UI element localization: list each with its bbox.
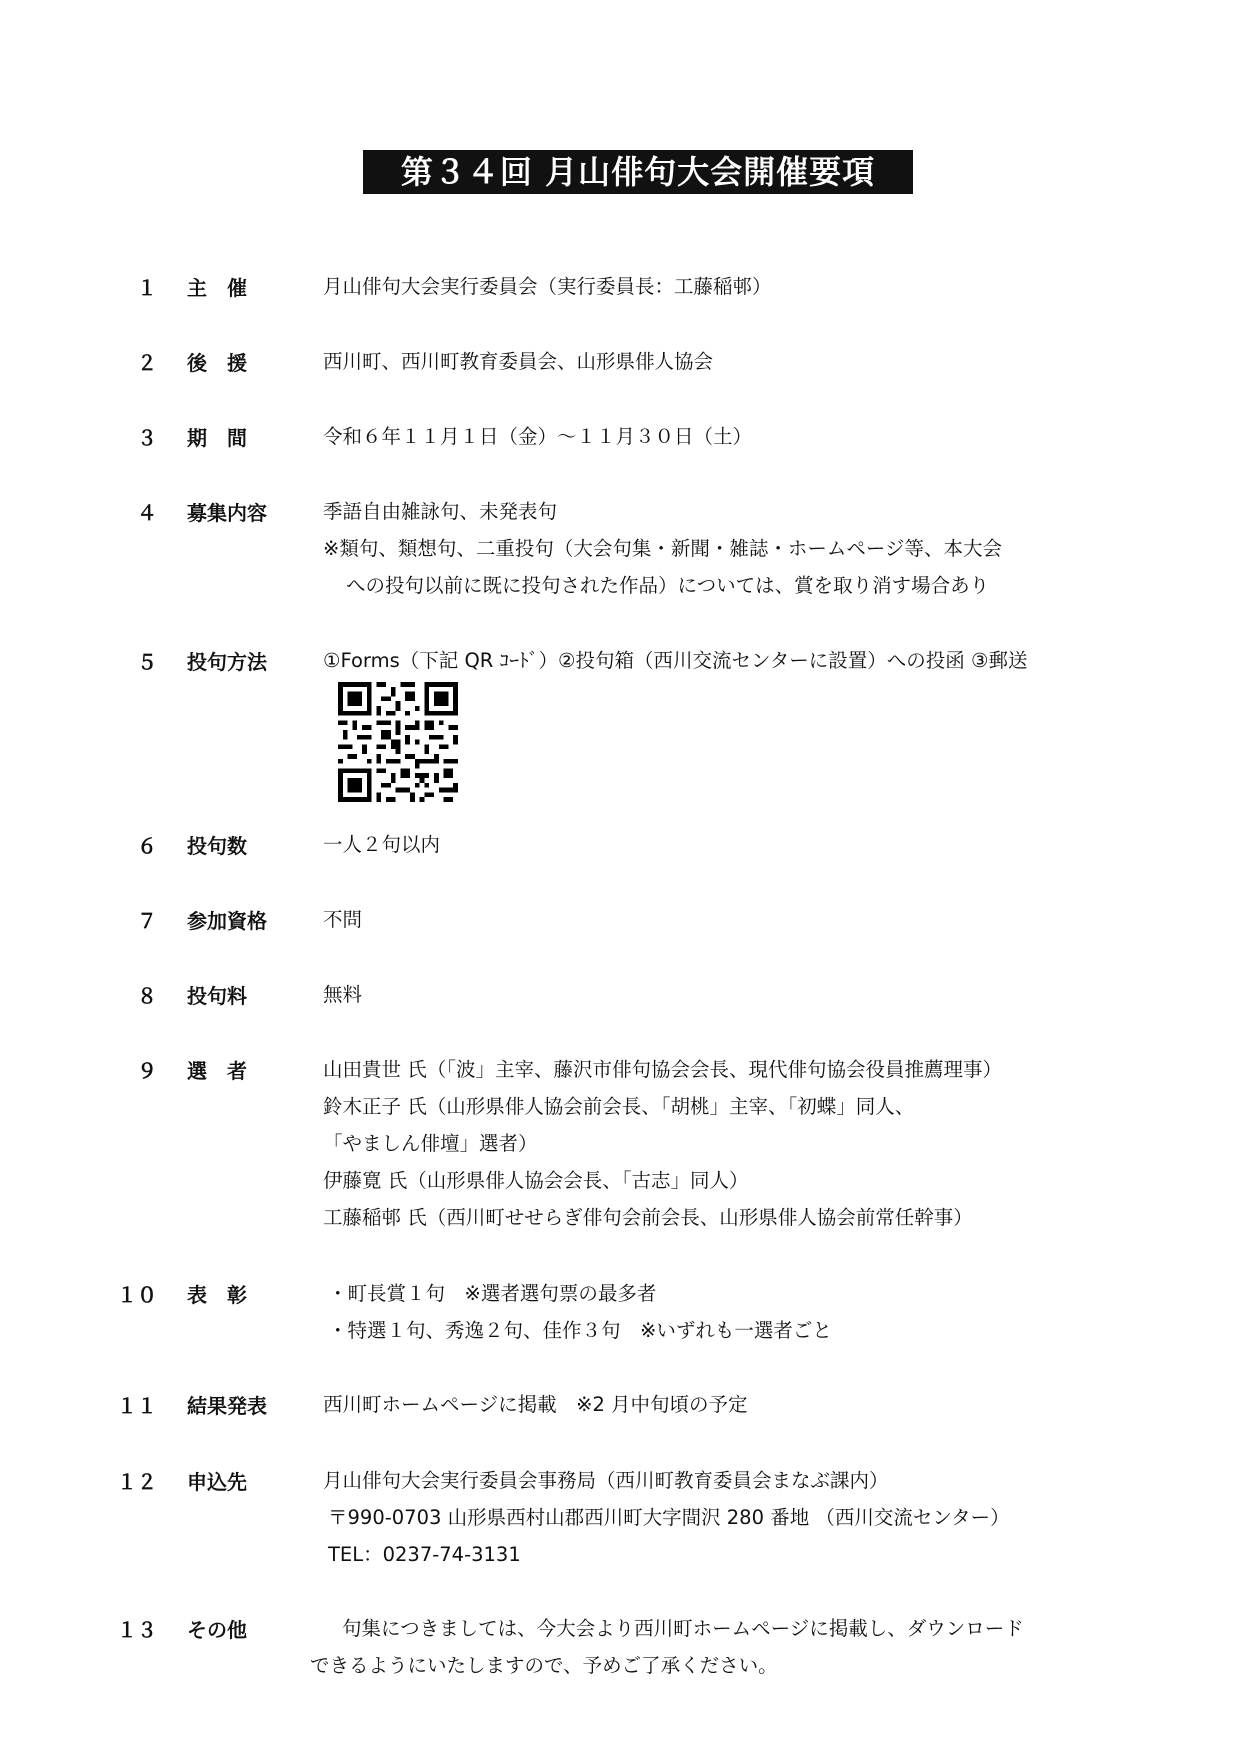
section-value: 西川町、西川町教育委員会、山形県俳人協会 [323, 350, 714, 373]
section-value: 不問 [323, 908, 363, 931]
section-value: 〒990-0703 山形県西村山郡西川町大字間沢 280 番地 （西川交流センター） [328, 1506, 1010, 1529]
section-value: ・特選１句、秀逸２句、佳作３句 ※いずれも一選者ごと [328, 1319, 832, 1342]
section-label: 期 間 [187, 426, 247, 450]
section-label: 表 彰 [187, 1283, 247, 1307]
section-value: 月山俳句大会実行委員会（実行委員長：工藤稲邨） [323, 275, 772, 298]
section-label: 投句数 [187, 834, 247, 858]
section-value: TEL：0237-74-3131 [328, 1543, 521, 1566]
section-value: 一人２句以内 [323, 833, 441, 856]
section-value: できるようにいたしますので、予めご了承ください。 [310, 1654, 778, 1677]
section-number: １ [137, 276, 157, 300]
section-note: への投句以前に既に投句された作品）については、賞を取り消す場合あり [346, 574, 990, 597]
section-value: 月山俳句大会実行委員会事務局（西川町教育委員会まなぶ課内） [323, 1469, 889, 1492]
page-title: 第３４回 月山俳句大会開催要項 [363, 150, 913, 194]
section-number: ９ [137, 1059, 157, 1083]
section-number: １０ [117, 1283, 157, 1307]
section-label: その他 [187, 1618, 247, 1642]
section-number: １３ [117, 1618, 157, 1642]
section-label: 結果発表 [187, 1394, 267, 1418]
qr-code-image[interactable] [338, 682, 458, 802]
section-value: 西川町ホームページに掲載 ※2 月中旬頃の予定 [323, 1393, 748, 1416]
section-label: 主 催 [187, 276, 247, 300]
section-label: 参加資格 [187, 909, 267, 933]
section-note: ※類句、類想句、二重投句（大会句集・新聞・雑誌・ホームページ等、本大会 [323, 537, 1002, 560]
section-label: 申込先 [187, 1470, 247, 1494]
section-value: 「やましん俳壇」選者） [323, 1132, 538, 1155]
section-number: ５ [137, 650, 157, 674]
section-value: 無料 [323, 983, 363, 1006]
section-label: 募集内容 [187, 501, 267, 525]
section-number: ７ [137, 909, 157, 933]
section-label: 投句方法 [187, 650, 267, 674]
section-number: １１ [117, 1394, 157, 1418]
section-label: 投句料 [187, 984, 247, 1008]
section-value: 工藤稲邨 氏（西川町せせらぎ俳句会前会長、山形県俳人協会前常任幹事） [323, 1206, 973, 1229]
section-value: 句集につきましては、今大会より西川町ホームページに掲載し、ダウンロード [342, 1617, 1024, 1640]
section-number: １２ [117, 1470, 157, 1494]
section-label: 選 者 [187, 1059, 247, 1083]
section-value: 伊藤寛 氏（山形県俳人協会会長、「古志」同人） [323, 1169, 749, 1192]
section-number: ３ [137, 426, 157, 450]
section-value: ①Forms（下記 QR ｺｰﾄﾞ）②投句箱（西川交流センターに設置）への投函 ③郵送 [323, 649, 1028, 672]
section-value: 令和６年１１月１日（金）～１１月３０日（土） [323, 425, 753, 448]
section-value: ・町長賞１句 ※選者選句票の最多者 [328, 1282, 657, 1305]
section-label: 後 援 [187, 351, 247, 375]
section-value: 山田貴世 氏（「波」主宰、藤沢市俳句協会会長、現代俳句協会役員推薦理事） [323, 1058, 1002, 1081]
section-number: ２ [137, 351, 157, 375]
section-number: ６ [137, 834, 157, 858]
section-value: 季語自由雑詠句、未発表句 [323, 500, 558, 523]
section-value: 鈴木正子 氏（山形県俳人協会前会長、「胡桃」主宰、「初蝶」同人、 [323, 1095, 915, 1118]
section-number: ８ [137, 984, 157, 1008]
section-number: ４ [137, 501, 157, 525]
